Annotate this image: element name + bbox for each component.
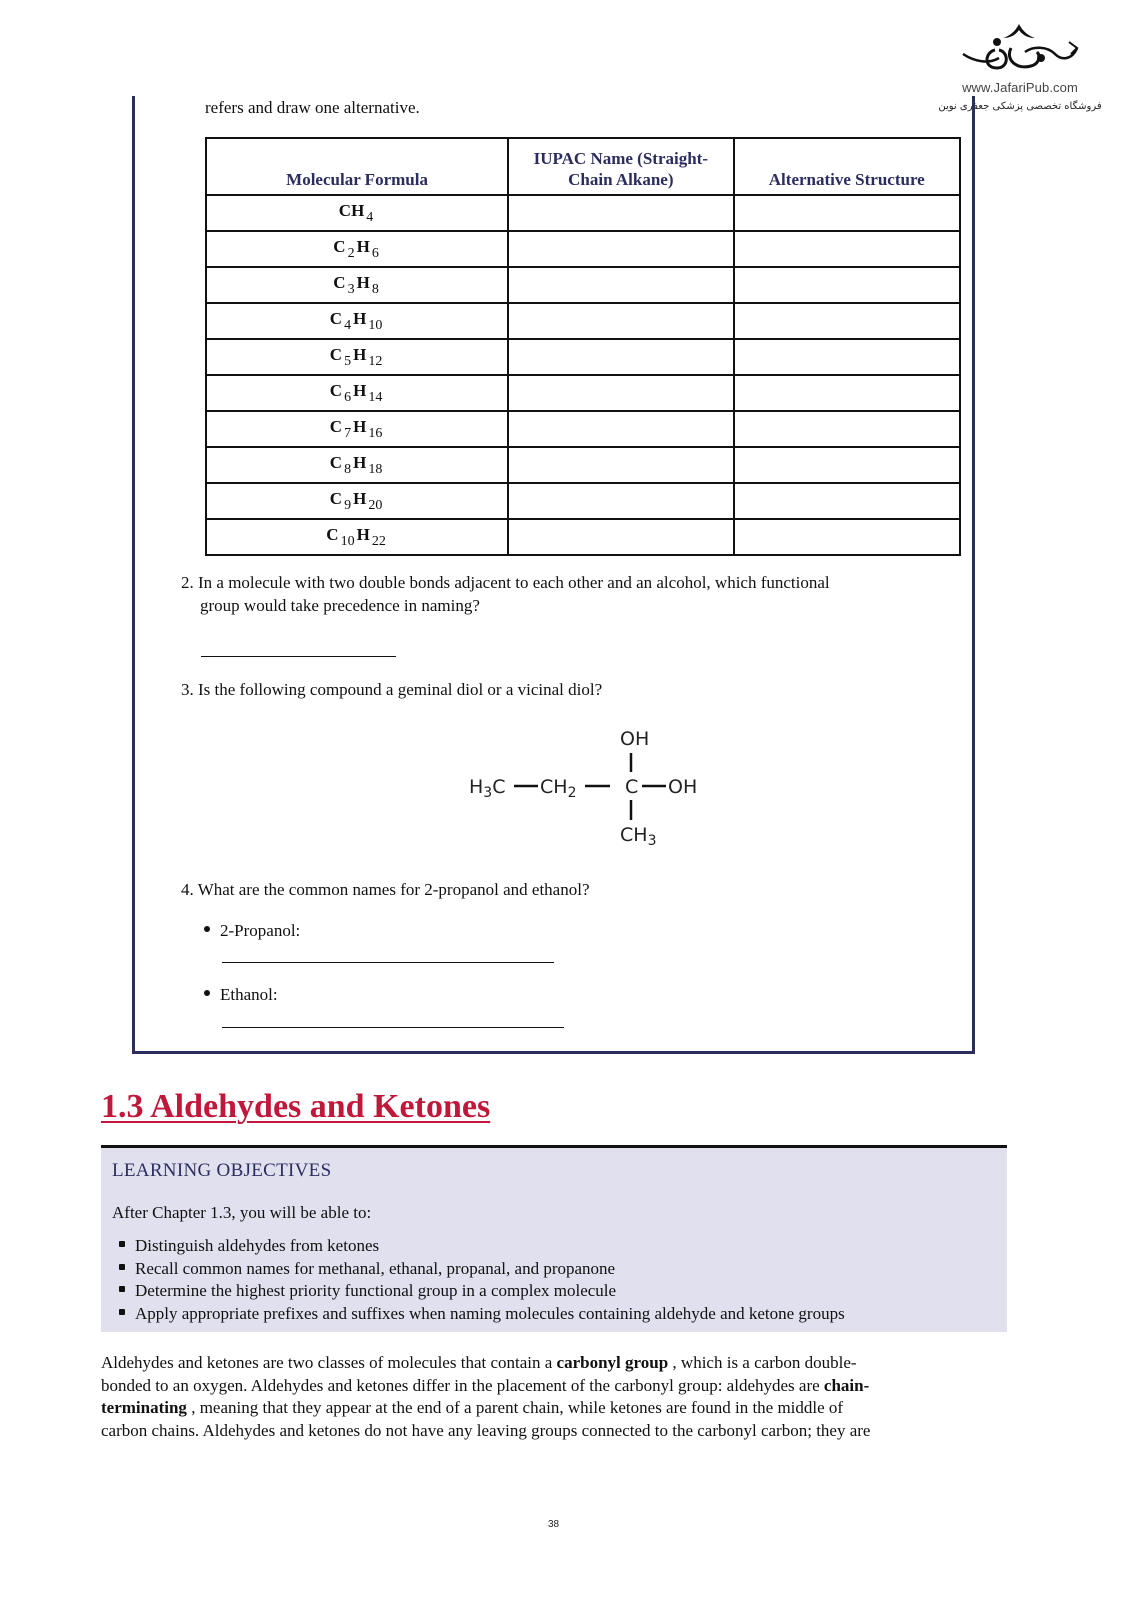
molecular-formula-cell: C $_3$ H $_8$ xyxy=(206,267,508,303)
top-oh-label: OH xyxy=(620,728,650,750)
objective-item: Distinguish aldehydes from ketones xyxy=(112,1235,845,1258)
ch2-label: $CH_2$ xyxy=(540,776,577,801)
alternative-structure-cell[interactable] xyxy=(734,339,960,375)
bullet-icon xyxy=(119,1309,125,1315)
exercise-intro-text: refers and draw one alternative. xyxy=(205,98,420,117)
bullet-icon xyxy=(119,1286,125,1292)
molecular-formula-cell: C $_2$ H $_6$ xyxy=(206,231,508,267)
bullet-icon xyxy=(204,990,210,996)
table-header-row xyxy=(206,138,960,195)
table-row xyxy=(206,231,960,267)
objectives-intro: After Chapter 1.3, you will be able to: xyxy=(112,1203,372,1222)
objective-item: Recall common names for methanal, ethanal, propanal, and propanone xyxy=(112,1258,845,1281)
alternative-structure-cell[interactable] xyxy=(734,375,960,411)
molecular-formula-cell: C $_8$ H $_{18}$ xyxy=(206,447,508,483)
section-heading: 1.3 Aldehydes and Ketones xyxy=(101,1088,491,1125)
iupac-name-cell[interactable] xyxy=(508,303,733,339)
iupac-name-cell[interactable] xyxy=(508,411,733,447)
molecular-formula-cell: CH $_4$ xyxy=(206,195,508,231)
header-molecular-formula: Molecular Formula xyxy=(206,138,508,195)
molecular-formula-cell: C $_4$ H $_{10}$ xyxy=(206,303,508,339)
alternative-structure-cell[interactable] xyxy=(734,303,960,339)
alternative-structure-cell[interactable] xyxy=(734,231,960,267)
table-row xyxy=(206,483,960,519)
table-row xyxy=(206,447,960,483)
paragraph-line-4: carbon chains. Aldehydes and ketones do not have any leaving groups connected to the carbonyl carbon; they are xyxy=(101,1420,871,1440)
molecular-formula-cell: C $_5$ H $_{12}$ xyxy=(206,339,508,375)
iupac-name-cell[interactable] xyxy=(508,195,733,231)
paragraph-line-2: bonded to an oxygen. Aldehydes and ketones differ in the placement of the carbonyl group: aldehydes are chain- xyxy=(101,1375,870,1395)
right-oh-label: OH xyxy=(668,776,698,798)
table-row xyxy=(206,195,960,231)
table-row xyxy=(206,339,960,375)
iupac-name-cell[interactable] xyxy=(508,267,733,303)
objectives-title: LEARNING OBJECTIVES xyxy=(112,1160,332,1181)
table-row xyxy=(206,375,960,411)
question-4-item-propanol xyxy=(204,921,300,941)
alternative-structure-cell[interactable] xyxy=(734,447,960,483)
ethanol-label: Ethanol: xyxy=(220,985,278,1004)
propanol-answer-line[interactable] xyxy=(222,962,554,963)
ethanol-answer-line[interactable] xyxy=(222,1027,564,1028)
header-iupac-name: IUPAC Name (Straight-Chain Alkane) xyxy=(508,138,733,195)
propanol-label: 2-Propanol: xyxy=(220,921,301,940)
h3c-label: $H_3C$ xyxy=(469,776,506,801)
alternative-structure-cell[interactable] xyxy=(734,195,960,231)
body-paragraph xyxy=(101,1352,1007,1442)
question-2-answer-line[interactable] xyxy=(201,656,396,657)
center-carbon-label: C xyxy=(625,776,639,798)
question-2-line-2: group would take precedence in naming? xyxy=(200,596,480,615)
question-4-item-ethanol xyxy=(204,985,278,1005)
table-row xyxy=(206,303,960,339)
question-2 xyxy=(181,571,961,617)
question-3-text: 3. Is the following compound a geminal diol or a vicinal diol? xyxy=(181,680,603,699)
molecular-formula-cell: C $_{10}$ H $_{22}$ xyxy=(206,519,508,555)
alternative-structure-cell[interactable] xyxy=(734,411,960,447)
question-4-text: 4. What are the common names for 2-propanol and ethanol? xyxy=(181,880,590,899)
alkane-table xyxy=(205,137,961,556)
bullet-icon xyxy=(204,926,210,932)
iupac-name-cell[interactable] xyxy=(508,483,733,519)
bullet-icon xyxy=(119,1241,125,1247)
molecule-structure xyxy=(450,715,710,865)
bullet-icon xyxy=(119,1264,125,1270)
iupac-name-cell[interactable] xyxy=(508,519,733,555)
iupac-name-cell[interactable] xyxy=(508,375,733,411)
alternative-structure-cell[interactable] xyxy=(734,519,960,555)
header-alternative-structure: Alternative Structure xyxy=(734,138,960,195)
molecular-formula-cell: C $_7$ H $_{16}$ xyxy=(206,411,508,447)
publisher-tagline: فروشگاه تخصصی پزشکی جعفری نوین xyxy=(938,101,1102,112)
molecular-formula-cell: C $_6$ H $_{14}$ xyxy=(206,375,508,411)
alternative-structure-cell[interactable] xyxy=(734,483,960,519)
table-row xyxy=(206,267,960,303)
term-chain-terminating-2: terminating xyxy=(101,1398,187,1417)
molecular-formula-cell: C $_9$ H $_{20}$ xyxy=(206,483,508,519)
table-row xyxy=(206,519,960,555)
paragraph-line-3: terminating , meaning that they appear at the end of a parent chain, while ketones are found in the middle of xyxy=(101,1398,844,1417)
objectives-list xyxy=(112,1235,845,1325)
paragraph-line-1: Aldehydes and ketones are two classes of molecules that contain a carbonyl group , which is a carbon double- xyxy=(101,1353,857,1372)
publisher-url: www.JafariPub.com xyxy=(962,80,1078,95)
question-2-line-1: 2. In a molecule with two double bonds adjacent to each other and an alcohol, which functional xyxy=(181,573,830,592)
diol-structure-diagram xyxy=(450,715,710,865)
ch3-label: $CH_3$ xyxy=(620,824,657,849)
objective-item: Apply appropriate prefixes and suffixes when naming molecules containing aldehyde and ketone groups xyxy=(112,1303,845,1326)
term-chain-terminating-1: chain- xyxy=(823,1375,870,1395)
term-carbonyl-group: carbonyl group xyxy=(556,1353,669,1372)
objective-item: Determine the highest priority functional group in a complex molecule xyxy=(112,1280,845,1303)
page-number: 38 xyxy=(548,1519,560,1530)
alternative-structure-cell[interactable] xyxy=(734,267,960,303)
learning-objectives-box xyxy=(101,1145,1007,1332)
iupac-name-cell[interactable] xyxy=(508,339,733,375)
iupac-name-cell[interactable] xyxy=(508,447,733,483)
calligraphy-logo-icon xyxy=(955,18,1085,80)
iupac-name-cell[interactable] xyxy=(508,231,733,267)
table-row xyxy=(206,411,960,447)
